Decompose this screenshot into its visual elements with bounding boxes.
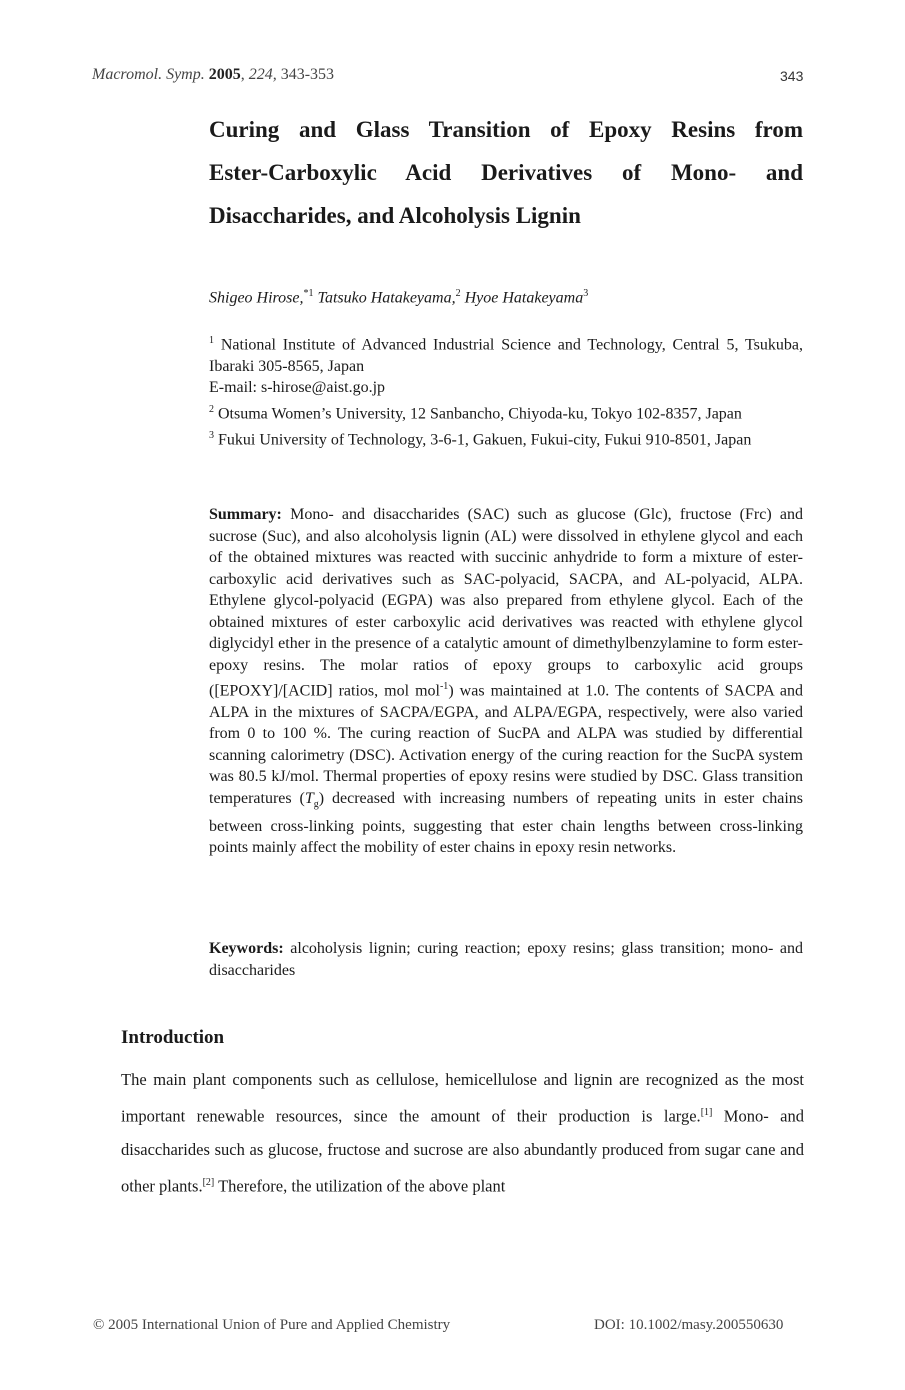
doi: DOI: 10.1002/masy.200550630 (594, 1317, 784, 1333)
keywords-label: Keywords: (209, 940, 284, 957)
affiliation-text: Otsuma Women’s University, 12 Sanbancho, Chiyoda-ku, Tokyo 102-8357, Japan (218, 405, 742, 423)
summary-sup: -1 (439, 681, 449, 692)
journal-pages: 343-353 (276, 66, 335, 83)
affiliation (209, 425, 803, 451)
affiliations (209, 330, 803, 450)
author-mark: 2 (455, 288, 461, 299)
citation: [2] (202, 1176, 215, 1188)
journal-volume: 224, (248, 66, 277, 83)
title-line: Ester-Carboxylic Acid Derivatives of Mono- and (209, 160, 803, 185)
summary-label: Summary: (209, 506, 282, 523)
intro-text: The main plant components such as cellulose, hemicellulose and lignin are recognized as the most important renewable resources, since the amount of their production is large. (121, 1070, 804, 1126)
affiliation (209, 399, 803, 425)
affiliation (209, 330, 803, 377)
tg-subscript: g (313, 799, 319, 811)
affiliation-mark: 1 (209, 335, 214, 346)
affiliation-text: Fukui University of Technology, 3-6-1, Gakuen, Fukui-city, Fukui 910-8501, Japan (218, 430, 752, 448)
section-heading: Introduction (121, 1027, 225, 1048)
journal-name: Macromol. Symp. (92, 66, 205, 83)
author-mark: 3 (583, 288, 589, 299)
abstract (209, 504, 803, 859)
affiliation-email (209, 377, 803, 399)
keywords-text: alcoholysis lignin; curing reaction; epoxy resins; glass transition; mono- and disaccharides (209, 940, 803, 979)
affiliation-mark: 2 (209, 403, 214, 415)
citation: [1] (700, 1107, 713, 1118)
running-header: Macromol. Symp. 2005, 224, 343-353 (92, 66, 335, 83)
email-text: E-mail: s-hirose@aist.go.jp (209, 379, 386, 397)
tg-symbol: T (304, 789, 314, 807)
journal-year: 2005 (208, 66, 241, 83)
affiliation-text: National Institute of Advanced Industrial Science and Technology, Central 5, Tsukuba, Ibaraki 305-8565, Japan (209, 336, 803, 375)
copyright: © 2005 International Union of Pure and Applied Chemistry (93, 1317, 451, 1333)
author-list (209, 288, 588, 307)
summary-text: ) decreased with increasing numbers of repeating units in ester chains between cross-linking points, suggesting that ester chain lengths between cross-linking points mainly affect the mobility of ester chains in epoxy resin networks. (209, 789, 803, 857)
intro-text: Therefore, the utilization of the above plant (214, 1176, 506, 1195)
intro-text: Mono- and disaccharides such as glucose, fructose and sucrose are also abundantly produced from sugar cane and other plants. (121, 1106, 804, 1195)
keywords (209, 938, 803, 981)
author-mark: *1 (303, 288, 314, 299)
author-name: Tatsuko Hatakeyama, (317, 289, 456, 307)
summary-text: Mono- and disaccharides (SAC) such as glucose (Glc), fructose (Frc) and sucrose (Suc), and also alcoholysis lignin (AL) were dissolved in ethylene glycol and each of the obtained mixtures was reacted with succinic anhydride to form a mixture of ester-carboxylic acid derivatives such as SAC-polyacid, SACPA, and AL-polyacid, ALPA. Ethylene glycol-polyacid (EGPA) was also prepared from ethylene glycol. Each of the obtained mixtures of ester carboxylic acid derivatives was reacted with ethylene glycol diglycidyl ether in the presence of a catalytic amount of dimethylbenzylamine to form ester-epoxy resins. The molar ratios of epoxy groups to carboxylic acid groups ([EPOXY]/[ACID] ratios, mol mol (209, 506, 803, 700)
introduction-text (121, 1063, 804, 1202)
author-name: Shigeo Hirose, (209, 289, 304, 307)
summary-text: ) was maintained at 1.0. The contents of SACPA and ALPA in the mixtures of SACPA/EGPA, and ALPA/EGPA, respectively, were also varied from 0 to 100 %. The curing reaction of SucPA and ALPA was studied by differential scanning calorimetry (DSC). Activation energy of the curing reaction for the SucPA system was 80.5 kJ/mol. Thermal properties of epoxy resins were studied by DSC. Glass transition temperatures ( (209, 682, 804, 807)
author-name: Hyoe Hatakeyama (464, 289, 584, 307)
affiliation-mark: 3 (209, 429, 214, 441)
title-line: Curing and Glass Transition of Epoxy Resins from (209, 117, 803, 142)
title-line: Disaccharides, and Alcoholysis Lignin (209, 203, 581, 228)
page-number: 343 (780, 68, 804, 84)
paper-title (209, 108, 803, 237)
